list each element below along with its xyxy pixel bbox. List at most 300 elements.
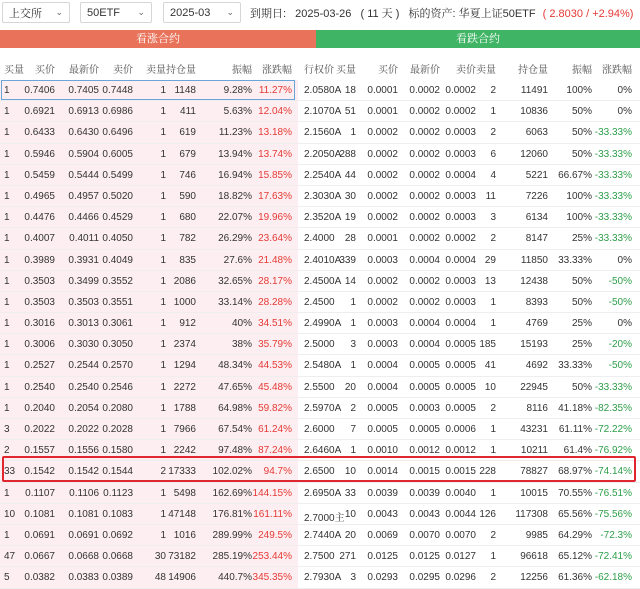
call-change-pct: 249.5%	[258, 529, 292, 541]
call-bid-qty: 1	[4, 212, 10, 224]
put-ask-qty: 10	[484, 381, 496, 393]
call-ask-qty: 1	[160, 402, 166, 414]
put-open-interest: 4769	[525, 318, 548, 330]
put-ask: 0.0003	[445, 190, 476, 202]
month-select[interactable]	[163, 2, 241, 23]
put-amplitude: 50%	[571, 127, 592, 139]
put-last: 0.0003	[409, 402, 440, 414]
put-bid-qty: 339	[339, 254, 356, 266]
put-bid-qty: 19	[344, 212, 356, 224]
put-ask-qty: 2	[490, 402, 496, 414]
put-ask-qty: 4	[490, 169, 496, 181]
put-amplitude: 50%	[571, 275, 592, 287]
put-ask-qty: 2	[490, 233, 496, 245]
call-last: 0.4011	[69, 233, 99, 245]
call-open-interest: 7966	[173, 424, 196, 435]
put-strike: 2.4500	[304, 296, 335, 308]
call-bid: 0.4476	[24, 212, 55, 224]
call-change-pct: 87.24%	[258, 445, 292, 457]
table-row[interactable]	[0, 546, 640, 567]
put-strike: 2.4990A	[304, 318, 342, 330]
call-header-bid[interactable]: 买价	[35, 65, 55, 76]
call-ask: 0.2028	[102, 424, 133, 435]
put-ask: 0.0005	[445, 381, 476, 393]
put-ask: 0.0070	[445, 529, 476, 541]
put-last: 0.0002	[409, 85, 440, 96]
put-ask: 0.0004	[445, 254, 476, 266]
table-row[interactable]	[0, 461, 640, 482]
call-ask-qty: 1	[160, 148, 166, 160]
table-row[interactable]	[0, 525, 640, 546]
exchange-select[interactable]	[2, 2, 70, 23]
call-open-interest: 1788	[173, 402, 196, 414]
put-open-interest: 96618	[520, 551, 548, 563]
put-strike: 2.7000主	[304, 512, 345, 524]
table-row[interactable]	[0, 504, 640, 525]
option-type-bands	[0, 30, 640, 48]
put-strike: 2.6500	[304, 466, 335, 478]
put-ask-qty: 185	[479, 339, 496, 351]
call-change-pct: 19.96%	[258, 212, 292, 224]
put-ask: 0.0004	[445, 169, 476, 181]
put-change-pct: -33.33%	[594, 190, 632, 202]
underlying-select[interactable]	[80, 2, 152, 23]
call-ask: 0.4529	[102, 212, 133, 224]
put-ask: 0.0003	[445, 212, 476, 224]
put-ask: 0.0004	[445, 318, 476, 330]
put-change-pct: -76.92%	[594, 445, 632, 457]
put-open-interest: 10836	[520, 106, 548, 118]
put-header-bid[interactable]: 买价	[378, 65, 398, 76]
put-bid: 0.0002	[367, 127, 398, 139]
call-bid-qty: 1	[4, 85, 10, 96]
put-last: 0.0039	[409, 487, 440, 499]
put-strike: 2.1070A	[304, 106, 342, 118]
put-amplitude: 68.97%	[558, 466, 592, 478]
table-row[interactable]	[0, 334, 640, 355]
call-ask-qty: 1	[160, 212, 166, 224]
put-ask-qty: 2	[490, 572, 496, 584]
call-bid-qty: 1	[4, 339, 10, 351]
call-change-pct: 59.82%	[258, 402, 292, 414]
put-bid-qty: 271	[339, 551, 356, 563]
call-open-interest: 47148	[168, 508, 196, 520]
put-bid-qty: 7	[350, 424, 356, 435]
call-amplitude: 47.65%	[218, 381, 252, 393]
put-amplitude: 50%	[571, 296, 592, 308]
call-bid-qty: 10	[4, 508, 16, 520]
call-open-interest: 411	[180, 106, 196, 118]
put-ask: 0.0015	[445, 466, 476, 478]
put-ask-qty: 2	[490, 85, 496, 96]
put-ask-qty: 1	[490, 296, 496, 308]
put-header-ask[interactable]: 卖价	[456, 65, 476, 76]
put-ask-qty: 6	[490, 148, 496, 160]
call-header-amplitude[interactable]: 振幅	[232, 65, 252, 76]
call-open-interest: 73182	[168, 551, 196, 563]
call-amplitude: 285.19%	[212, 551, 252, 563]
put-open-interest: 8393	[525, 296, 548, 308]
put-ask: 0.0012	[445, 445, 476, 457]
call-header-last[interactable]: 最新价	[69, 65, 99, 76]
call-change-pct: 28.17%	[258, 275, 292, 287]
call-ask: 0.0668	[102, 551, 133, 563]
put-open-interest: 12438	[520, 275, 548, 287]
put-amplitude: 64.29%	[558, 529, 592, 541]
call-amplitude: 26.29%	[218, 233, 252, 245]
table-row[interactable]	[0, 313, 640, 334]
table-row[interactable]	[0, 355, 640, 376]
call-open-interest: 590	[179, 190, 196, 202]
table-row[interactable]	[0, 292, 640, 313]
put-ask-qty: 2	[490, 127, 496, 139]
call-bid: 0.6433	[24, 127, 55, 139]
call-bid: 0.1081	[24, 508, 55, 520]
put-change-pct: -50%	[608, 296, 632, 308]
call-last: 0.2544	[68, 360, 99, 372]
put-ask: 0.0005	[445, 360, 476, 372]
call-change-pct: 17.63%	[258, 190, 292, 202]
put-change-pct: -74.14%	[594, 466, 632, 478]
call-bid-qty: 1	[4, 402, 10, 414]
option-chain-table	[0, 80, 640, 589]
put-bid-qty: 3	[350, 572, 356, 584]
put-ask: 0.0002	[445, 85, 476, 96]
call-last: 0.0668	[68, 551, 99, 563]
call-ask-qty: 2	[160, 466, 166, 478]
table-row[interactable]	[0, 250, 640, 271]
call-last: 0.3030	[68, 339, 99, 351]
put-last: 0.0002	[409, 212, 440, 224]
call-bid: 0.3503	[24, 275, 55, 287]
call-ask: 0.6005	[102, 148, 133, 160]
call-ask-qty: 1	[160, 339, 166, 351]
put-bid: 0.0043	[367, 508, 398, 520]
table-row[interactable]	[0, 207, 640, 228]
call-last: 0.0691	[68, 529, 99, 541]
put-ask: 0.0044	[445, 508, 476, 520]
put-bid: 0.0002	[367, 169, 398, 181]
put-open-interest: 11491	[520, 85, 548, 96]
call-amplitude: 289.99%	[212, 529, 252, 541]
put-strike: 2.6000	[304, 424, 335, 435]
call-bid: 0.1557	[24, 445, 55, 457]
call-bid: 0.0382	[24, 572, 55, 584]
put-bid: 0.0002	[367, 212, 398, 224]
call-last: 0.2054	[68, 402, 99, 414]
put-bid-qty: 1	[350, 445, 356, 457]
call-open-interest: 17333	[168, 466, 196, 478]
call-header-open-interest[interactable]: 持仓量	[166, 65, 196, 76]
put-amplitude: 25%	[571, 318, 592, 330]
call-ask-qty: 30	[154, 551, 166, 563]
put-strike: 2.3520A	[304, 212, 342, 224]
table-row[interactable]	[0, 101, 640, 122]
contract-info	[250, 5, 633, 21]
put-ask-qty: 13	[484, 275, 496, 287]
put-ask-qty: 1	[490, 318, 496, 330]
call-change-pct: 94.7%	[263, 466, 292, 478]
put-bid: 0.0010	[367, 445, 398, 457]
put-strike: 2.4000	[304, 233, 335, 245]
put-header-bid-qty[interactable]: 买量	[336, 65, 356, 76]
put-bid-qty: 1	[350, 360, 356, 372]
put-band: 看跌合约	[316, 30, 640, 48]
call-change-pct: 61.24%	[258, 424, 292, 435]
call-amplitude: 13.94%	[218, 148, 252, 160]
put-bid-qty: 30	[344, 190, 356, 202]
put-bid: 0.0001	[367, 106, 398, 118]
call-change-pct: 21.48%	[258, 254, 292, 266]
call-ask: 0.4049	[102, 254, 133, 266]
call-ask: 0.1123	[103, 487, 133, 499]
call-bid-qty: 1	[4, 381, 10, 393]
table-row[interactable]	[0, 398, 640, 419]
call-open-interest: 5498	[173, 487, 196, 499]
call-open-interest: 14906	[168, 572, 196, 584]
call-header-bid-qty[interactable]: 买量	[4, 65, 24, 76]
table-row[interactable]	[0, 483, 640, 504]
call-last: 0.3931	[68, 254, 99, 266]
put-open-interest: 8147	[525, 233, 548, 245]
put-bid: 0.0004	[367, 360, 398, 372]
put-last: 0.0125	[409, 551, 440, 563]
put-ask-qty: 11	[485, 190, 496, 202]
put-bid: 0.0014	[367, 466, 398, 478]
column-header-row	[0, 58, 640, 76]
call-bid-qty: 33	[4, 466, 16, 478]
call-bid: 0.4965	[24, 190, 55, 202]
put-ask-qty: 126	[479, 508, 496, 520]
call-ask: 0.2080	[102, 402, 133, 414]
put-strike: 2.0580A	[304, 85, 342, 96]
put-bid: 0.0125	[367, 551, 398, 563]
put-ask: 0.0003	[445, 275, 476, 287]
call-open-interest: 1000	[173, 296, 196, 308]
put-amplitude: 25%	[571, 233, 592, 245]
call-amplitude: 97.48%	[218, 445, 252, 457]
call-change-pct: 345.35%	[252, 572, 292, 584]
call-change-pct: 28.28%	[258, 296, 292, 308]
call-bid: 0.1107	[25, 487, 55, 499]
table-row[interactable]	[0, 419, 640, 440]
put-ask-qty: 2	[490, 529, 496, 541]
put-change-pct: -72.22%	[594, 424, 632, 435]
call-ask-qty: 1	[160, 381, 166, 393]
put-amplitude: 61.4%	[563, 445, 592, 457]
put-bid: 0.0002	[367, 275, 398, 287]
call-bid: 0.2022	[24, 424, 55, 435]
call-header-change-pct[interactable]: 涨跌幅	[262, 65, 292, 76]
put-bid-qty: 51	[344, 106, 356, 118]
put-last: 0.0012	[409, 445, 440, 457]
call-ask-qty: 1	[160, 254, 166, 266]
put-header-last[interactable]: 最新价	[410, 65, 440, 76]
call-ask: 0.3061	[102, 318, 133, 330]
put-ask-qty: 1	[490, 424, 496, 435]
put-bid-qty: 14	[344, 275, 356, 287]
put-bid-qty: 1	[350, 127, 356, 139]
call-ask: 0.0692	[102, 529, 133, 541]
put-amplitude: 100%	[566, 212, 592, 224]
put-last: 0.0005	[409, 381, 440, 393]
put-ask: 0.0127	[445, 551, 476, 563]
put-amplitude: 41.18%	[558, 402, 592, 414]
call-last: 0.3013	[68, 318, 99, 330]
put-header-change-pct[interactable]: 涨跌幅	[602, 65, 632, 76]
put-bid-qty: 33	[344, 487, 356, 499]
call-open-interest: 1294	[173, 360, 196, 372]
put-ask: 0.0003	[445, 296, 476, 308]
put-last: 0.0002	[409, 233, 440, 245]
put-last: 0.0004	[409, 318, 440, 330]
put-change-pct: -33.33%	[594, 233, 632, 245]
call-last: 0.6913	[68, 106, 99, 118]
put-bid-qty: 10	[344, 508, 356, 520]
call-ask-qty: 1	[160, 360, 166, 372]
put-amplitude: 65.12%	[558, 551, 592, 563]
put-open-interest: 22945	[520, 381, 548, 393]
table-row[interactable]	[0, 377, 640, 398]
table-row[interactable]	[0, 80, 640, 101]
put-change-pct: -82.35%	[594, 402, 632, 414]
call-bid: 0.2540	[24, 381, 55, 393]
call-ask: 0.4050	[102, 233, 133, 245]
put-last: 0.0004	[409, 339, 440, 351]
call-bid: 0.3989	[24, 254, 55, 266]
put-last: 0.0002	[409, 169, 440, 181]
table-row[interactable]	[0, 440, 640, 461]
asset-quote: ( 2.8030 / +2.94%)	[542, 8, 634, 20]
put-header-ask-qty[interactable]: 卖量	[476, 65, 496, 76]
put-strike: 2.1560A	[304, 127, 342, 139]
put-header-amplitude[interactable]: 振幅	[572, 65, 592, 76]
call-bid-qty: 3	[4, 424, 10, 435]
put-change-pct: 0%	[617, 254, 632, 266]
call-header-ask[interactable]: 卖价	[113, 65, 133, 76]
put-change-pct: -75.56%	[594, 508, 632, 520]
call-last: 0.1106	[69, 487, 99, 499]
table-row[interactable]	[0, 122, 640, 143]
call-bid: 0.3503	[24, 296, 55, 308]
call-open-interest: 835	[179, 254, 196, 266]
call-ask-qty: 1	[160, 190, 166, 202]
put-open-interest: 4692	[525, 360, 548, 372]
call-last: 0.4957	[68, 190, 99, 202]
put-change-pct: -33.33%	[594, 169, 632, 181]
put-strike: 2.5970A	[304, 402, 342, 414]
put-strike: 2.4010A	[304, 254, 342, 266]
call-open-interest: 782	[179, 233, 196, 245]
call-ask: 0.1580	[102, 445, 133, 457]
put-ask-qty: 1	[490, 487, 496, 499]
put-bid: 0.0003	[367, 254, 398, 266]
put-last: 0.0015	[409, 466, 440, 478]
call-open-interest: 2086	[173, 275, 196, 287]
put-bid-qty: 18	[344, 85, 356, 96]
call-open-interest: 2374	[173, 339, 196, 351]
call-open-interest: 746	[179, 169, 196, 181]
put-bid-qty: 1	[350, 318, 356, 330]
call-amplitude: 27.6%	[223, 254, 252, 266]
put-open-interest: 15193	[520, 339, 548, 351]
call-amplitude: 162.69%	[212, 487, 252, 499]
table-row[interactable]	[0, 271, 640, 292]
call-header-ask-qty[interactable]: 卖量	[146, 65, 166, 76]
call-open-interest: 679	[179, 148, 196, 160]
table-row[interactable]	[0, 228, 640, 249]
put-ask: 0.0002	[445, 106, 476, 118]
put-last: 0.0002	[409, 127, 440, 139]
table-row[interactable]	[0, 186, 640, 207]
put-amplitude: 65.56%	[558, 508, 592, 520]
call-bid: 0.3016	[24, 318, 55, 330]
put-header-strike[interactable]: 行权价	[304, 65, 334, 76]
put-change-pct: -33.33%	[594, 127, 632, 139]
put-ask-qty: 41	[484, 360, 496, 372]
call-bid-qty: 1	[4, 190, 10, 202]
put-header-open-interest[interactable]: 持仓量	[518, 65, 548, 76]
call-bid-qty: 1	[4, 529, 10, 541]
call-ask-qty: 1	[160, 318, 166, 330]
call-ask-qty: 1	[160, 169, 166, 181]
call-amplitude: 440.7%	[218, 572, 252, 584]
call-change-pct: 11.27%	[258, 85, 292, 96]
put-strike: 2.3030A	[304, 190, 342, 202]
call-amplitude: 64.98%	[218, 402, 252, 414]
put-amplitude: 33.33%	[558, 360, 592, 372]
call-ask-qty: 48	[154, 572, 166, 584]
put-bid: 0.0002	[367, 148, 398, 160]
filter-bar	[0, 0, 640, 28]
put-ask: 0.0003	[445, 127, 476, 139]
table-row[interactable]	[0, 567, 640, 588]
put-strike: 2.7930A	[304, 572, 342, 584]
call-bid-qty: 1	[4, 233, 10, 245]
call-change-pct: 23.64%	[258, 233, 292, 245]
put-strike: 2.7440A	[304, 529, 342, 541]
put-change-pct: -33.33%	[594, 381, 632, 393]
call-bid-qty: 1	[4, 254, 10, 266]
put-change-pct: -62.18%	[594, 572, 632, 584]
call-bid-qty: 5	[4, 572, 10, 584]
call-ask-qty: 1	[160, 508, 166, 520]
put-bid-qty: 3	[350, 339, 356, 351]
call-ask-qty: 1	[160, 127, 166, 139]
table-row[interactable]	[0, 144, 640, 165]
call-amplitude: 48.34%	[218, 360, 252, 372]
call-ask-qty: 1	[160, 487, 166, 499]
call-ask-qty: 1	[160, 106, 166, 118]
table-row[interactable]	[0, 165, 640, 186]
put-bid: 0.0001	[367, 85, 398, 96]
call-change-pct: 15.85%	[258, 169, 292, 181]
call-open-interest: 1148	[174, 85, 196, 96]
put-amplitude: 66.67%	[558, 169, 592, 181]
call-bid: 0.2040	[24, 402, 55, 414]
put-ask: 0.0005	[445, 402, 476, 414]
call-amplitude: 18.82%	[218, 190, 252, 202]
call-amplitude: 11.23%	[218, 127, 252, 139]
call-bid-qty: 1	[4, 275, 10, 287]
put-open-interest: 43231	[520, 424, 548, 435]
put-strike: 2.7500	[304, 551, 335, 563]
put-bid: 0.0039	[367, 487, 398, 499]
call-change-pct: 35.79%	[258, 339, 292, 351]
put-amplitude: 33.33%	[558, 254, 592, 266]
call-open-interest: 912	[179, 318, 196, 330]
put-strike: 2.6950A	[304, 487, 342, 499]
